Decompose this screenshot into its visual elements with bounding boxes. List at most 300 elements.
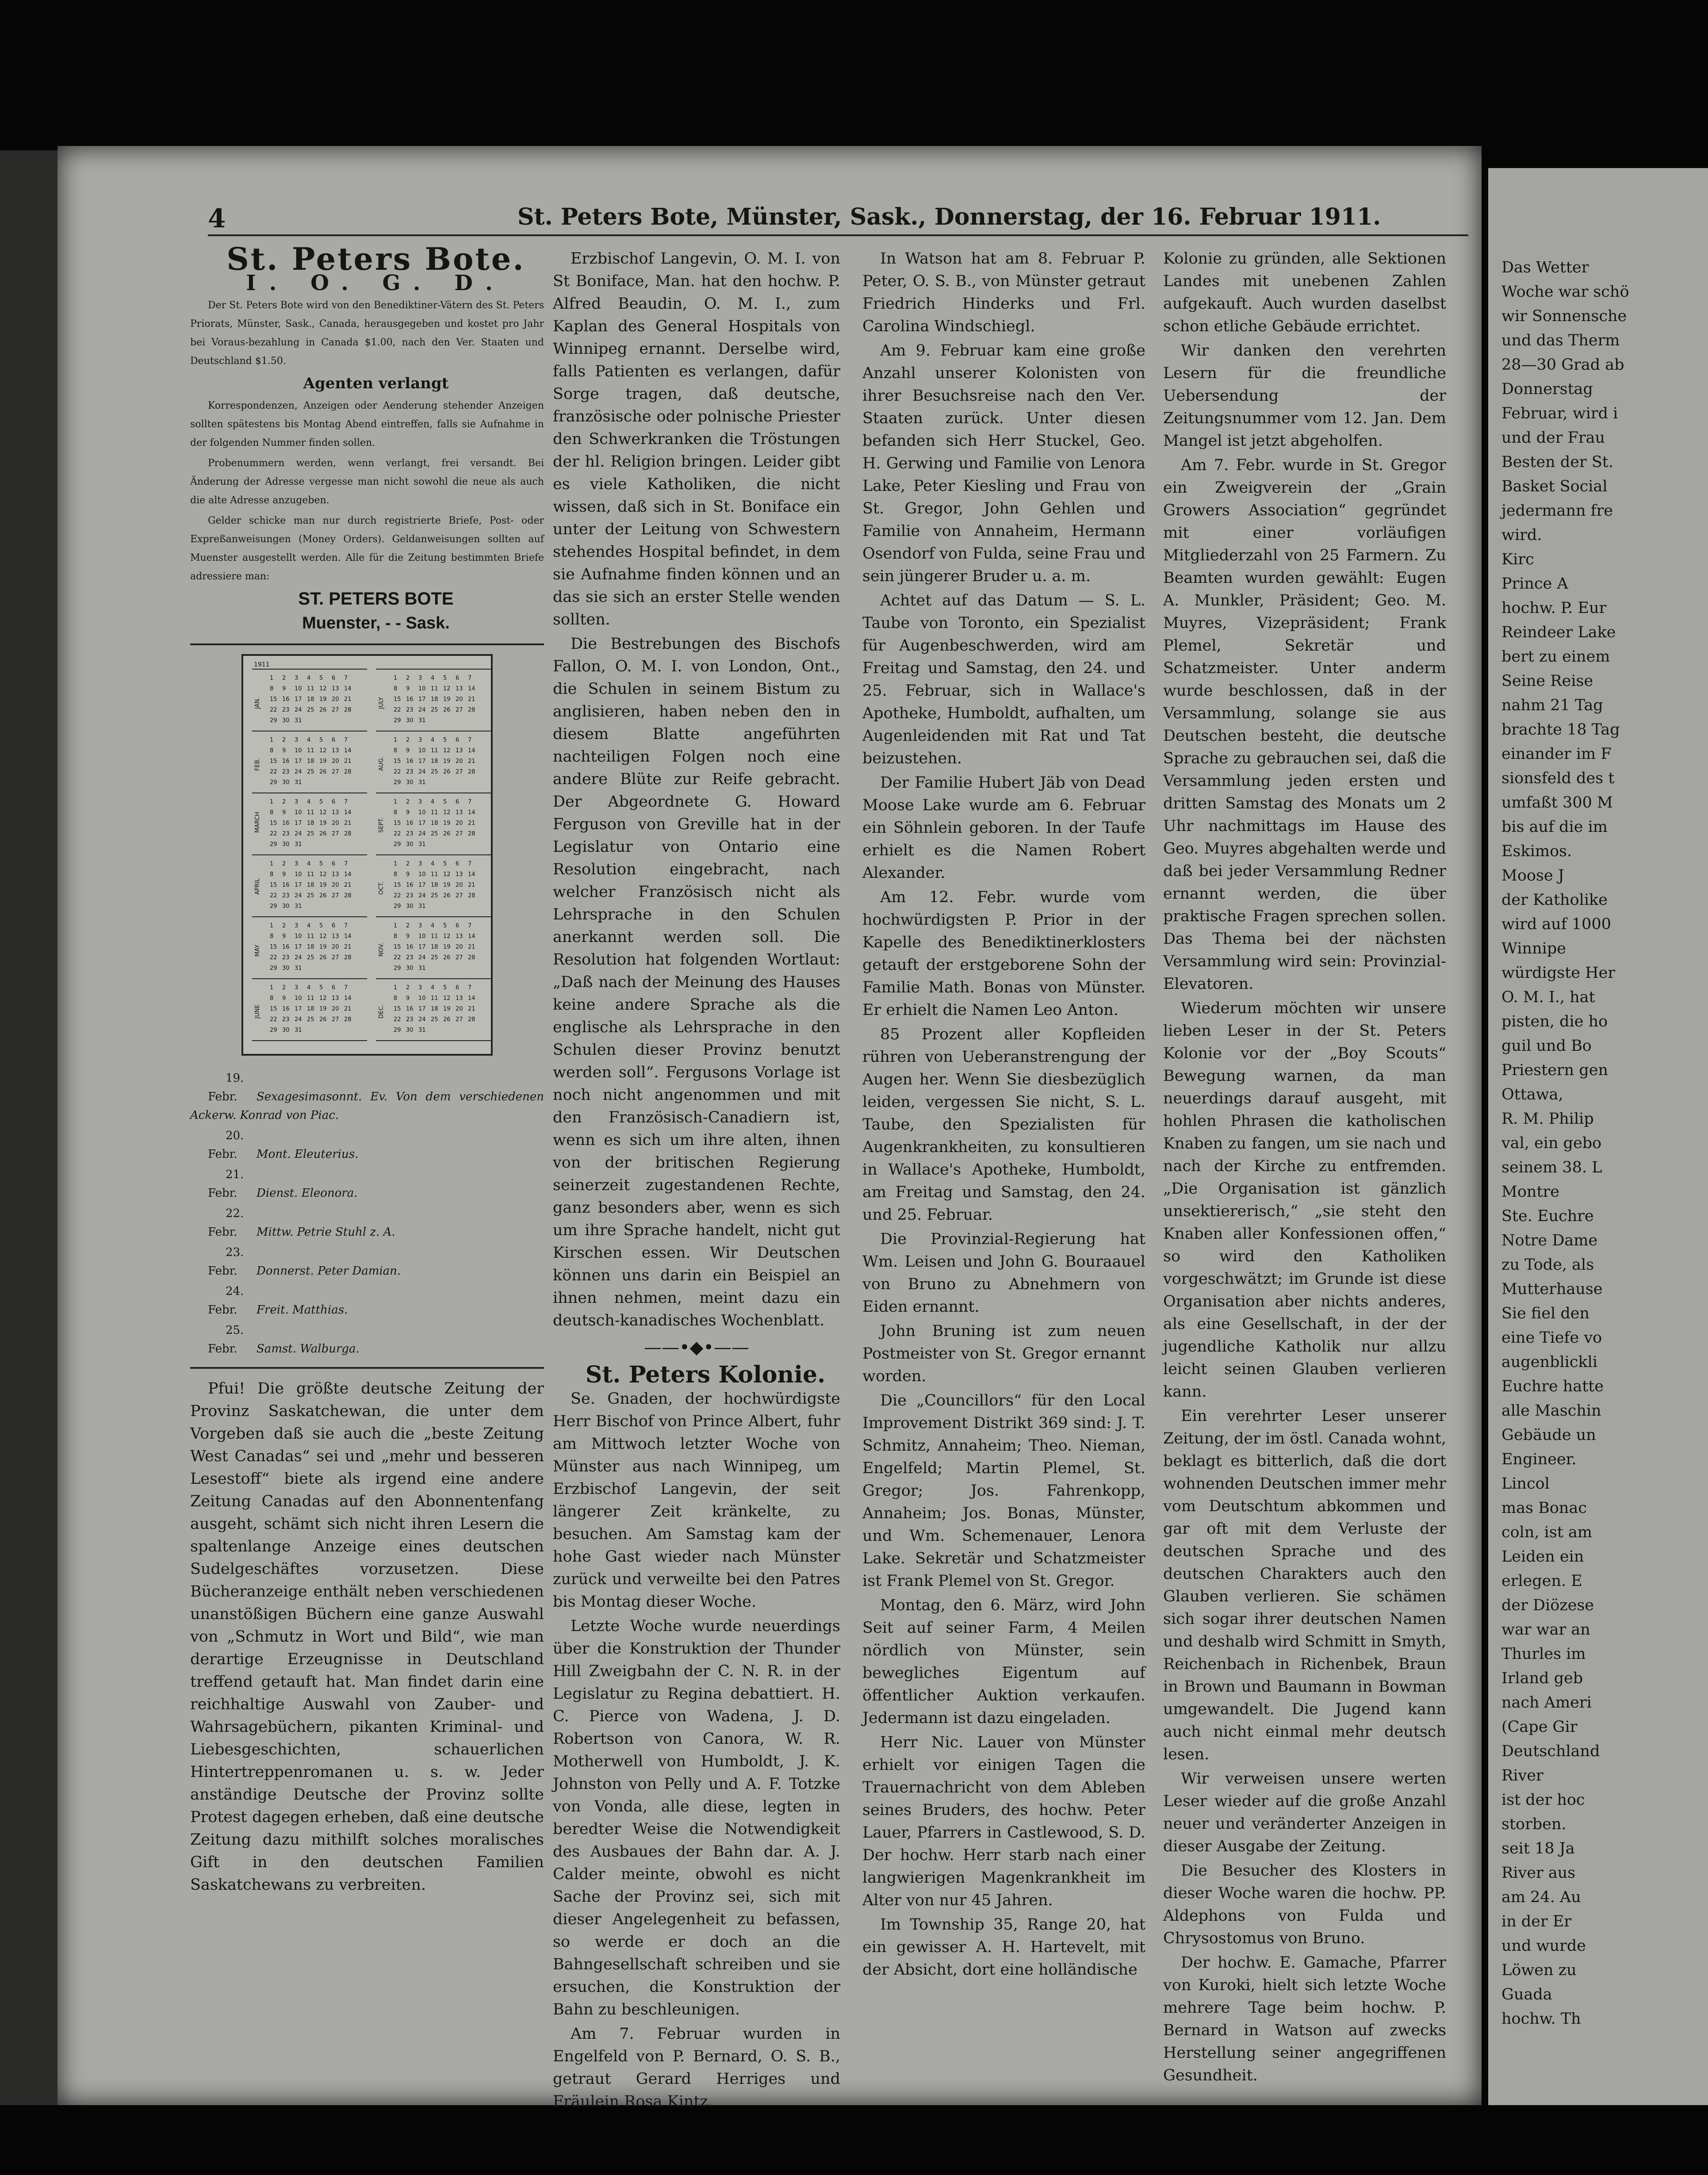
calendar-day: 7 bbox=[344, 799, 348, 805]
feast-item bbox=[190, 1165, 544, 1202]
feast-text: Freit. Matthias. bbox=[257, 1303, 348, 1317]
calendar-month-label: MARCH bbox=[254, 812, 261, 833]
calendar-day: 28 bbox=[468, 769, 475, 775]
calendar-day: 25 bbox=[431, 1016, 438, 1023]
calendar-day: 19 bbox=[443, 758, 451, 765]
calendar-day: 12 bbox=[443, 747, 451, 754]
calendar-day: 8 bbox=[394, 809, 398, 816]
calendar-day: 25 bbox=[307, 954, 314, 961]
calendar-day: 13 bbox=[456, 685, 463, 692]
calendar-day: 17 bbox=[418, 882, 426, 888]
calendar-day: 14 bbox=[468, 809, 475, 816]
calendar-day: 11 bbox=[307, 995, 314, 1002]
calendar-day: 30 bbox=[282, 903, 290, 910]
calendar-day: 6 bbox=[456, 984, 460, 991]
calendar-day: 2 bbox=[406, 737, 410, 743]
calendar-day: 31 bbox=[295, 779, 302, 786]
calendar-day: 24 bbox=[418, 1016, 426, 1023]
calendar-day: 12 bbox=[319, 809, 327, 816]
news-item: Achtet auf das Datum — S. L. Taube von Toronto, ein Spezialist für Augenbeschwerden, wird am Freitag und Samstag, den 24. und 25. Februar, sich in Wallace's Apotheke, Humboldt, aufhalten, um Augenleidenden mit Rat und Tat beizustehen. bbox=[862, 592, 1145, 767]
facing-page-line: seinem 38. L bbox=[1501, 1159, 1602, 1176]
masthead-notice: Probenummern werden, wenn verlangt, frei versandt. Bei Änderung der Adresse vergesse man nicht sowohl die neue als auch die alte Adresse anzugeben. bbox=[190, 458, 544, 506]
feast-item bbox=[190, 1069, 544, 1125]
calendar-day: 14 bbox=[344, 871, 352, 878]
feast-item bbox=[190, 1321, 544, 1358]
facing-page-line: Deutschland bbox=[1501, 1742, 1600, 1760]
calendar-day: 24 bbox=[295, 769, 302, 775]
calendar-day: 7 bbox=[344, 675, 348, 682]
calendar-day: 22 bbox=[270, 1016, 277, 1023]
facing-page-line: und wurde bbox=[1501, 1937, 1586, 1955]
calendar-day: 4 bbox=[307, 923, 311, 929]
calendar-day: 23 bbox=[282, 892, 290, 899]
facing-page-line: Woche war schö bbox=[1501, 283, 1629, 301]
calendar-day: 12 bbox=[443, 995, 451, 1002]
facing-page-line: val, ein gebo bbox=[1501, 1134, 1602, 1152]
calendar-day: 19 bbox=[319, 820, 327, 827]
calendar-day: 9 bbox=[406, 809, 410, 816]
facing-page-line: (Cape Gir bbox=[1501, 1718, 1578, 1736]
calendar-day: 31 bbox=[295, 841, 302, 848]
facing-page-line: Reindeer Lake bbox=[1501, 624, 1616, 641]
calendar-day: 27 bbox=[332, 1016, 339, 1023]
calendar-day: 6 bbox=[456, 675, 460, 682]
calendar-day: 23 bbox=[282, 954, 290, 961]
calendar-day: 19 bbox=[443, 882, 451, 888]
calendar-day: 19 bbox=[319, 882, 327, 888]
facing-page-line: 28—30 Grad ab bbox=[1501, 356, 1624, 374]
calendar-day: 4 bbox=[431, 737, 435, 743]
calendar-day: 23 bbox=[406, 1016, 414, 1023]
facing-page-line: Sie fiel den bbox=[1501, 1305, 1590, 1322]
calendar-day: 3 bbox=[295, 984, 299, 991]
news-item: Die Besucher des Klosters in dieser Woche waren die hochw. PP. Aldephons von Fulda und Chrysostomus von Bruno. bbox=[1163, 1862, 1446, 1947]
calendar-day: 16 bbox=[282, 944, 290, 950]
facing-page-line: brachte 18 Tag bbox=[1501, 721, 1620, 739]
calendar-day: 2 bbox=[406, 984, 410, 991]
calendar-day: 17 bbox=[295, 1006, 302, 1012]
calendar-day: 25 bbox=[307, 707, 314, 713]
facing-page-line: Gebäude un bbox=[1501, 1426, 1596, 1444]
calendar-day: 23 bbox=[406, 954, 414, 961]
article-paragraph: Erzbischof Langevin, O. M. I. von St Boniface, Man. hat den hochw. P. Alfred Beaudin, O. M. I., zum Kaplan des General Hospitals von Winnipeg ernannt. Derselbe wird, falls Patienten es verlangen, dafür Sorge tragen, daß deutsche, französische oder polnische Priester den Schwerkranken die Tröstungen der hl. Religion bringen. Leider gibt es viele Katholiken, die nicht wissen, daß sich in St. Boniface ein unter der Leitung von Schwestern stehendes Hospital befindet, in dem sie Aufnahme finden können und an das sie sich an erster Stelle wenden sollten. bbox=[553, 250, 840, 628]
calendar-day: 6 bbox=[456, 799, 460, 805]
calendar-day: 24 bbox=[418, 707, 426, 713]
calendar-day: 10 bbox=[418, 933, 426, 940]
calendar-day: 11 bbox=[307, 871, 314, 878]
calendar-day: 14 bbox=[344, 933, 352, 940]
feast-date: 25. Febr. bbox=[208, 1324, 244, 1356]
calendar-day: 15 bbox=[270, 820, 277, 827]
calendar-day: 29 bbox=[394, 965, 401, 972]
calendar-day: 15 bbox=[394, 1006, 401, 1012]
calendar-day: 27 bbox=[456, 954, 463, 961]
calendar-day: 1 bbox=[270, 861, 274, 867]
calendar-day: 21 bbox=[344, 820, 352, 827]
calendar-day: 17 bbox=[295, 820, 302, 827]
calendar-day: 29 bbox=[270, 779, 277, 786]
calendar-day: 11 bbox=[307, 685, 314, 692]
calendar-day: 13 bbox=[456, 747, 463, 754]
calendar-day: 24 bbox=[295, 831, 302, 837]
calendar-day: 23 bbox=[406, 831, 414, 837]
facing-page-line: alle Maschin bbox=[1501, 1402, 1601, 1420]
calendar-day: 27 bbox=[456, 707, 463, 713]
calendar-day: 13 bbox=[332, 809, 339, 816]
column-1 bbox=[190, 241, 544, 1898]
calendar-day: 3 bbox=[418, 984, 422, 991]
calendar-day: 9 bbox=[282, 933, 286, 940]
calendar-day: 19 bbox=[319, 696, 327, 703]
news-item: 85 Prozent aller Kopfleiden rühren von Ueberanstrengung der Augen her. Wenn Sie diesbezüglich leiden, vergessen Sie nicht, S. L. Taube, den Spezialisten für Augenkrankheiten, zu konsultieren in Wallace's Apotheke, Humboldt, am Freitag und Samstag, den 24. und 25. Februar. bbox=[862, 1026, 1145, 1224]
calendar-day: 27 bbox=[332, 769, 339, 775]
calendar-day: 17 bbox=[295, 882, 302, 888]
calendar-day: 8 bbox=[394, 685, 398, 692]
calendar-day: 18 bbox=[307, 820, 314, 827]
facing-page-line: O. M. I., hat bbox=[1501, 988, 1595, 1006]
facing-page-line: wir Sonnensche bbox=[1501, 307, 1627, 325]
calendar-day: 20 bbox=[332, 820, 339, 827]
calendar-day: 12 bbox=[443, 871, 451, 878]
calendar-day: 6 bbox=[456, 737, 460, 743]
calendar-day: 24 bbox=[418, 769, 426, 775]
facing-page-line: Basket Social bbox=[1501, 478, 1608, 495]
calendar-day: 30 bbox=[282, 717, 290, 724]
facing-page-line: in der Er bbox=[1501, 1913, 1572, 1930]
calendar-month-label: JAN. bbox=[254, 697, 261, 709]
facing-page-line: erlegen. E bbox=[1501, 1572, 1582, 1590]
calendar-day: 24 bbox=[295, 892, 302, 899]
calendar-day: 21 bbox=[468, 944, 475, 950]
calendar-day: 9 bbox=[282, 995, 286, 1002]
calendar-day: 31 bbox=[418, 779, 426, 786]
calendar-day: 20 bbox=[332, 944, 339, 950]
calendar-day: 31 bbox=[418, 841, 426, 848]
calendar-month-label: DEC. bbox=[378, 1004, 385, 1019]
calendar-day: 28 bbox=[468, 892, 475, 899]
column-4 bbox=[1163, 248, 1446, 2089]
facing-page-line: eine Tiefe vo bbox=[1501, 1329, 1602, 1347]
news-item: Wiederum möchten wir unsere lieben Leser in der St. Peters Kolonie vor der „Boy Scouts“ Bewegung warnen, da man neuerdings darauf ausgeht, mit hohlen Phrasen die katholischen Knaben zu fangen, um sie nach und nach der Kirche zu entfremden. „Die Organisation ist gänzlich unsektiererisch,“ „sie steht den Knaben aller Konfessionen offen,“ so wird den Katholiken vorgeschwätzt; im Grunde ist diese Organisation aber nichts anderes, als eine Gesellschaft, in der der jugendliche Katholik nur allzu leicht seinen Glauben verlieren kann. bbox=[1163, 999, 1446, 1401]
calendar-day: 8 bbox=[394, 933, 398, 940]
calendar-day: 11 bbox=[307, 809, 314, 816]
calendar-day: 30 bbox=[406, 717, 414, 724]
calendar-day: 25 bbox=[431, 831, 438, 837]
feast-item bbox=[190, 1243, 544, 1280]
feast-date: 24. Febr. bbox=[208, 1285, 244, 1317]
calendar-day: 18 bbox=[431, 882, 438, 888]
calendar-day: 17 bbox=[418, 758, 426, 765]
calendar-day: 7 bbox=[344, 861, 348, 867]
facing-page-line: nahm 21 Tag bbox=[1501, 697, 1603, 714]
calendar-day: 31 bbox=[295, 965, 302, 972]
calendar-day: 26 bbox=[319, 1016, 327, 1023]
calendar-day: 21 bbox=[344, 882, 352, 888]
calendar-day: 24 bbox=[418, 892, 426, 899]
section-heading: St. Peters Kolonie. bbox=[585, 1361, 826, 1388]
facing-page-line: Mutterhause bbox=[1501, 1280, 1603, 1298]
calendar-day: 25 bbox=[307, 1016, 314, 1023]
calendar-day: 3 bbox=[295, 923, 299, 929]
calendar-day: 21 bbox=[468, 1006, 475, 1012]
calendar-day: 7 bbox=[344, 923, 348, 929]
calendar-day: 30 bbox=[282, 841, 290, 848]
article-pfui: Pfui! Die größte deutsche Zeitung der Provinz Saskatchewan, die unter dem Vorgeben daß sie auch die „beste Zeitung West Canadas“ sei und „mehr und besseren Lesestoff“ biete als irgend eine andere Zeitung Canadas auf den Abonnentenfang ausgeht, schämt sich nicht ihren Lesern die spaltenlange Anzeige eines deutschen Sudelgeschäftes vorzusetzen. Diese Bücheranzeige enthält neben verschiedenen unanstößigen Büchern eine ganze Auswahl von „Schmutz in Wort und Bild“, wie man derartige Erzeugnisse in Deutschland treffend getauft hat. Man findet darin eine reichhaltige Auswahl von Zauber- und Wahrsagebüchern, pikanten Kriminal- und Liebesgeschichten, schauerlichen Hintertreppenromanen u. s. w. Jeder anständige Deutsche der Provinz sollte Protest dagegen erheben, daß eine deutsche Zeitung dazu mithilft solches moralisches Gift in den deutschen Familien Saskatchewans zu verbreiten. bbox=[190, 1380, 544, 1894]
calendar-day: 5 bbox=[443, 675, 447, 682]
calendar-month-label: JULY bbox=[378, 697, 385, 709]
calendar-day: 26 bbox=[319, 707, 327, 713]
calendar-day: 21 bbox=[344, 696, 352, 703]
calendar-day: 28 bbox=[344, 1016, 352, 1023]
calendar-day: 14 bbox=[468, 995, 475, 1002]
facing-page-line: Leiden ein bbox=[1501, 1548, 1584, 1566]
facing-page-line: Kirc bbox=[1501, 551, 1534, 568]
calendar-day: 1 bbox=[394, 984, 398, 991]
calendar-day: 15 bbox=[270, 1006, 277, 1012]
facing-page-line: würdigste Her bbox=[1501, 964, 1616, 982]
calendar-day: 25 bbox=[307, 892, 314, 899]
calendar-day: 9 bbox=[282, 747, 286, 754]
feast-text: Donnerst. Peter Damian. bbox=[257, 1264, 401, 1278]
facing-page-line: storben. bbox=[1501, 1815, 1566, 1833]
calendar-day: 3 bbox=[295, 737, 299, 743]
calendar-day: 1 bbox=[270, 675, 274, 682]
calendar-day: 27 bbox=[332, 892, 339, 899]
facing-page-line: wird auf 1000 bbox=[1501, 915, 1611, 933]
facing-page-line: seit 18 Ja bbox=[1501, 1840, 1575, 1857]
calendar-day: 20 bbox=[456, 820, 463, 827]
agents-heading: Agenten verlangt bbox=[303, 375, 449, 392]
calendar-day: 12 bbox=[443, 685, 451, 692]
article-paragraph: Am 7. Februar wurden in Engelfeld von P. Bernard, O. S. B., getraut Gerard Herriges und Fräulein Rosa Kintz. bbox=[553, 2025, 840, 2110]
calendar-day: 13 bbox=[332, 747, 339, 754]
calendar-day: 30 bbox=[406, 1027, 414, 1034]
calendar-day: 16 bbox=[406, 820, 414, 827]
calendar-day: 22 bbox=[270, 769, 277, 775]
calendar-day: 27 bbox=[332, 707, 339, 713]
calendar-day: 22 bbox=[394, 892, 401, 899]
calendar-day: 11 bbox=[431, 995, 438, 1002]
facing-page-line: Moose J bbox=[1501, 867, 1564, 885]
calendar-day: 31 bbox=[418, 1027, 426, 1034]
calendar-day: 30 bbox=[406, 965, 414, 972]
feast-item bbox=[190, 1126, 544, 1164]
calendar-day: 23 bbox=[406, 707, 414, 713]
calendar-day: 27 bbox=[456, 892, 463, 899]
calendar-day: 26 bbox=[319, 831, 327, 837]
calendar-day: 20 bbox=[456, 882, 463, 888]
calendar-day: 23 bbox=[282, 707, 290, 713]
calendar-day: 30 bbox=[282, 1027, 290, 1034]
news-item: Am 7. Febr. wurde in St. Gregor ein Zweigverein der „Grain Growers Association“ gegründet mit einer vorläufigen Mitgliederzahl von 25 Farmern. Zu Beamten wurden gewählt: Eugen A. Munkler, Präsident; Geo. M. Muyres, Vizepräsident; Frank Plemel, Sekretär und Schatzmeister. Unter anderm wurde beschlossen, daß in der Versammlung, solange sie aus Deutschen besteht, die deutsche Sprache zu gebrauchen sei, daß die Versammlung jeden ersten und dritten Samstag des Monats um 2 Uhr nachmittags im Hause des Geo. Muyres abgehalten werde und daß bei jeder Versammlung Redner ernannt werden, die über praktische Fragen sprechen sollen. Das Thema bei der nächsten Versammlung wird sein: Provinzial-Elevatoren. bbox=[1163, 456, 1446, 993]
calendar-day: 21 bbox=[468, 820, 475, 827]
calendar-day: 4 bbox=[307, 799, 311, 805]
facing-page-line: hochw. Th bbox=[1501, 2010, 1581, 2028]
calendar-day: 4 bbox=[307, 984, 311, 991]
facing-page-line: der Katholike bbox=[1501, 891, 1608, 909]
calendar-day: 21 bbox=[468, 696, 475, 703]
calendar-day: 26 bbox=[443, 707, 451, 713]
calendar-day: 11 bbox=[431, 871, 438, 878]
calendar-day: 9 bbox=[406, 933, 410, 940]
calendar-day: 23 bbox=[282, 1016, 290, 1023]
calendar-day: 9 bbox=[406, 685, 410, 692]
calendar-day: 10 bbox=[295, 995, 302, 1002]
calendar-day: 10 bbox=[295, 809, 302, 816]
feast-text: Mont. Eleuterius. bbox=[257, 1148, 359, 1161]
calendar-day: 21 bbox=[344, 758, 352, 765]
facing-page-line: jedermann fre bbox=[1501, 502, 1613, 520]
calendar-month-label: OCT. bbox=[378, 881, 385, 895]
calendar-day: 15 bbox=[270, 758, 277, 765]
calendar-day: 16 bbox=[282, 758, 290, 765]
calendar-day: 28 bbox=[344, 831, 352, 837]
calendar-day: 10 bbox=[295, 685, 302, 692]
calendar-day: 30 bbox=[282, 779, 290, 786]
calendar-day: 9 bbox=[282, 685, 286, 692]
calendar-day: 20 bbox=[456, 758, 463, 765]
calendar-1911 bbox=[241, 654, 493, 1056]
news-item: John Bruning ist zum neuen Postmeister von St. Gregor ernannt worden. bbox=[862, 1322, 1145, 1385]
calendar-day: 28 bbox=[344, 954, 352, 961]
calendar-day: 2 bbox=[282, 799, 286, 805]
calendar-day: 16 bbox=[282, 696, 290, 703]
calendar-day: 28 bbox=[468, 954, 475, 961]
calendar-day: 21 bbox=[468, 758, 475, 765]
calendar-day: 17 bbox=[295, 696, 302, 703]
feast-item bbox=[190, 1282, 544, 1319]
calendar-day: 13 bbox=[332, 933, 339, 940]
facing-page-line: einander im F bbox=[1501, 745, 1612, 763]
calendar-day: 1 bbox=[394, 799, 398, 805]
calendar-day: 26 bbox=[443, 831, 451, 837]
calendar-day: 14 bbox=[468, 685, 475, 692]
calendar-day: 16 bbox=[406, 944, 414, 950]
calendar-day: 3 bbox=[418, 923, 422, 929]
facing-page-line: der Diözese bbox=[1501, 1597, 1594, 1614]
facing-page-line: Das Wetter bbox=[1501, 259, 1589, 276]
calendar-day: 15 bbox=[394, 758, 401, 765]
calendar-year: 1911 bbox=[254, 661, 270, 668]
calendar-day: 7 bbox=[468, 799, 472, 805]
calendar-day: 23 bbox=[282, 769, 290, 775]
calendar-day: 24 bbox=[418, 831, 426, 837]
masthead-notice: Korrespondenzen, Anzeigen oder Aenderung stehender Anzeigen sollten spätestens bis Montag Abend eintreffen, falls sie Aufnahme in der folgenden Nummer finden sollen. bbox=[190, 400, 544, 448]
calendar-day: 9 bbox=[406, 871, 410, 878]
calendar-day: 5 bbox=[319, 675, 323, 682]
calendar-month-label: NOV. bbox=[378, 942, 385, 957]
calendar-day: 12 bbox=[443, 933, 451, 940]
page-header bbox=[208, 199, 1468, 236]
calendar-day: 25 bbox=[431, 769, 438, 775]
news-item: Kolonie zu gründen, alle Sektionen Landes mit unebenen Zahlen aufgekauft. Auch wurden daselbst schon etliche Gebäude errichtet. bbox=[1163, 250, 1446, 335]
calendar-day: 14 bbox=[344, 995, 352, 1002]
calendar-day: 2 bbox=[406, 675, 410, 682]
calendar-day: 20 bbox=[332, 696, 339, 703]
facing-page-line: Winnipe bbox=[1501, 940, 1566, 957]
calendar-day: 4 bbox=[307, 737, 311, 743]
calendar-day: 5 bbox=[443, 923, 447, 929]
facing-page-line: pisten, die ho bbox=[1501, 1013, 1608, 1030]
calendar-day: 5 bbox=[319, 799, 323, 805]
column-3 bbox=[862, 248, 1145, 1983]
calendar-day: 2 bbox=[406, 923, 410, 929]
calendar-day: 11 bbox=[307, 747, 314, 754]
facing-page-line: augenblickli bbox=[1501, 1353, 1598, 1371]
calendar-day: 13 bbox=[332, 685, 339, 692]
calendar-day: 8 bbox=[270, 685, 274, 692]
calendar-day: 2 bbox=[406, 799, 410, 805]
calendar-day: 2 bbox=[282, 737, 286, 743]
calendar-day: 11 bbox=[307, 933, 314, 940]
calendar-day: 17 bbox=[295, 944, 302, 950]
calendar-day: 18 bbox=[307, 944, 314, 950]
calendar-day: 5 bbox=[443, 737, 447, 743]
calendar-day: 27 bbox=[332, 954, 339, 961]
calendar-day: 30 bbox=[406, 841, 414, 848]
facing-page-line: Donnerstag bbox=[1501, 380, 1593, 398]
news-item: Ein verehrter Leser unserer Zeitung, der im östl. Canada wohnt, beklagt es bitterlich, daß die dort wohnenden Deutschen immer mehr vom Deutschtum abkommen und gar oft mit dem Verluste der deutschen Sprache und des deutschen Charakters auch den Glauben verlieren. Sie schämen sich sogar ihrer deutschen Namen und deshalb wird Schmitt in Smyth, Reichenbach in Richenbek, Braun in Brown und Baumann in Bowman umgewandelt. Die Jugend kann auch nicht einmal mehr deutsch lesen. bbox=[1163, 1407, 1446, 1763]
calendar-day: 18 bbox=[431, 1006, 438, 1012]
calendar-day: 9 bbox=[282, 871, 286, 878]
facing-page-line: Irland geb bbox=[1501, 1670, 1583, 1687]
calendar-day: 12 bbox=[319, 871, 327, 878]
calendar-day: 31 bbox=[418, 717, 426, 724]
news-item: In Watson hat am 8. Februar P. Peter, O. S. B., von Münster getraut Friedrich Hinderks und Frl. Carolina Windschiegl. bbox=[862, 250, 1145, 335]
calendar-day: 19 bbox=[443, 696, 451, 703]
calendar-day: 29 bbox=[270, 903, 277, 910]
calendar-day: 10 bbox=[418, 871, 426, 878]
calendar-day: 2 bbox=[406, 861, 410, 867]
calendar-day: 29 bbox=[270, 717, 277, 724]
calendar-day: 13 bbox=[332, 995, 339, 1002]
calendar-day: 22 bbox=[394, 707, 401, 713]
calendar-day: 14 bbox=[468, 747, 475, 754]
calendar-day: 18 bbox=[431, 820, 438, 827]
calendar-day: 25 bbox=[431, 892, 438, 899]
calendar-day: 16 bbox=[406, 882, 414, 888]
calendar-day: 13 bbox=[456, 933, 463, 940]
calendar-day: 4 bbox=[431, 984, 435, 991]
facing-page-line: und das Therm bbox=[1501, 332, 1620, 349]
calendar-day: 13 bbox=[456, 809, 463, 816]
calendar-day: 1 bbox=[394, 737, 398, 743]
calendar-day: 8 bbox=[394, 747, 398, 754]
calendar-day: 26 bbox=[319, 769, 327, 775]
calendar-day: 29 bbox=[270, 841, 277, 848]
feast-text: Samst. Walburga. bbox=[257, 1342, 360, 1356]
calendar-day: 11 bbox=[431, 809, 438, 816]
calendar-day: 31 bbox=[295, 1027, 302, 1034]
calendar-day: 25 bbox=[431, 954, 438, 961]
calendar-day: 8 bbox=[394, 871, 398, 878]
facing-page-line: war war an bbox=[1501, 1621, 1590, 1639]
calendar-day: 13 bbox=[332, 871, 339, 878]
calendar-day: 24 bbox=[295, 707, 302, 713]
news-item: Am 9. Februar kam eine große Anzahl unserer Kolonisten von ihrer Besuchsreise nach den Ver. Staaten zurück. Unter diesen befanden sich Herr Stuckel, Geo. H. Gerwing und Familie von Lenora Lake, Peter Kiesling und Frau von St. Gregor, John Gehlen und Familie von Annaheim, Hermann Osendorf von Fulda, seine Frau und sein jüngerer Bruder u. a. m. bbox=[862, 342, 1145, 585]
calendar-day: 29 bbox=[394, 1027, 401, 1034]
calendar-day: 14 bbox=[468, 933, 475, 940]
facing-page-line: zu Tode, als bbox=[1501, 1256, 1594, 1274]
calendar-day: 8 bbox=[270, 871, 274, 878]
calendar-day: 14 bbox=[468, 871, 475, 878]
calendar-day: 1 bbox=[394, 675, 398, 682]
calendar-day: 10 bbox=[295, 933, 302, 940]
facing-page-line: Engineer. bbox=[1501, 1451, 1577, 1468]
calendar-day: 28 bbox=[468, 707, 475, 713]
calendar-day: 8 bbox=[270, 747, 274, 754]
calendar-day: 9 bbox=[406, 995, 410, 1002]
